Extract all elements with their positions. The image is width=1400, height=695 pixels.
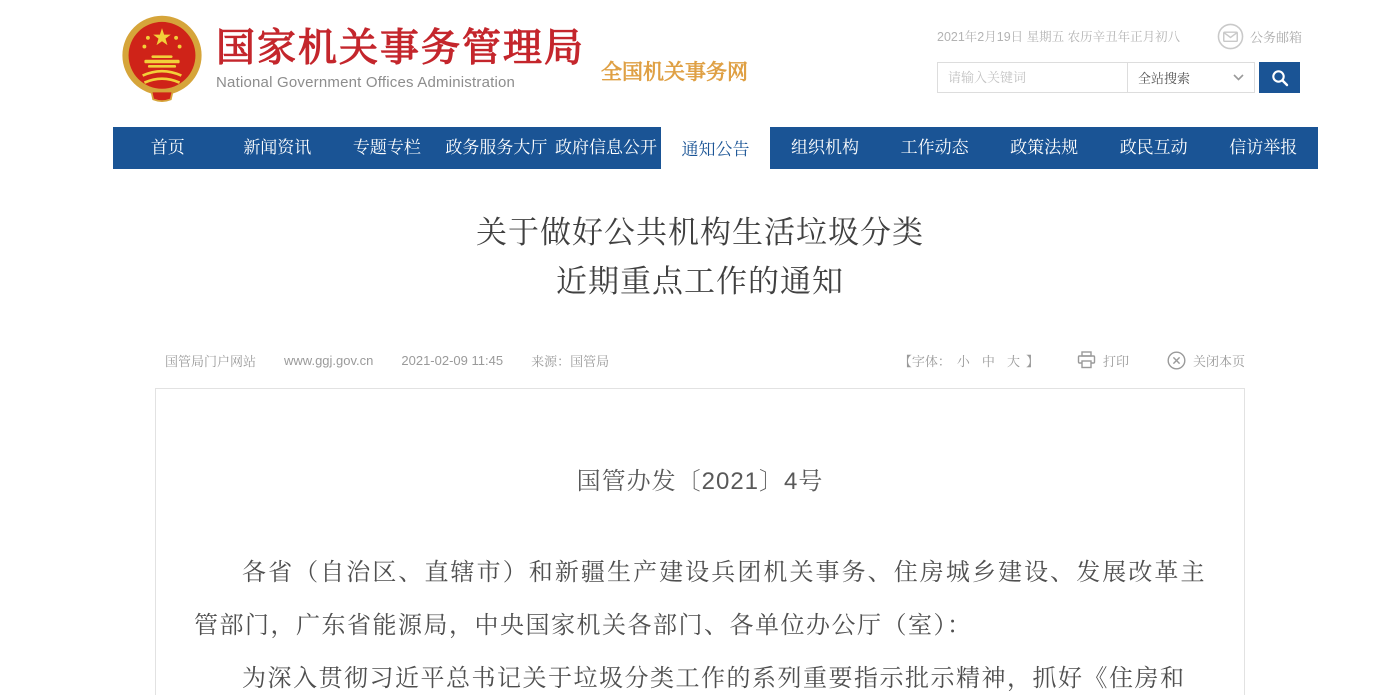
close-icon — [1167, 351, 1186, 370]
site-name: 国家机关事务管理局 — [216, 27, 586, 70]
document-body — [194, 546, 1206, 695]
font-large-button[interactable]: 大 — [1006, 353, 1020, 369]
document-paragraph: 为深入贯彻习近平总书记关于垃圾分类工作的系列重要指示批示精神，抓好《住房和 — [242, 665, 1186, 692]
search-bar — [937, 62, 1302, 93]
header-utilities — [937, 22, 1302, 93]
meta-publish-time: 2021-02-09 11:45 — [401, 352, 504, 368]
nav-item-organization[interactable]: 组织机构 — [791, 138, 860, 157]
search-input[interactable] — [937, 62, 1128, 93]
date-line: 2021年2月19日 星期五 农历辛丑年正月初八 — [937, 30, 1181, 44]
nav-item-public-interaction[interactable]: 政民互动 — [1119, 138, 1188, 157]
nav-item-gov-info-disclosure[interactable]: 政府信息公开 — [554, 138, 657, 157]
font-small-button[interactable]: 小 — [956, 353, 970, 369]
nav-item-work-dynamics[interactable]: 工作动态 — [900, 138, 969, 157]
article-meta-row — [155, 350, 1245, 370]
font-size-label-close: 】 — [1025, 353, 1039, 369]
nav-item-petition-report[interactable]: 信访举报 — [1229, 138, 1298, 157]
nav-item-notices[interactable]: 通知公告 — [661, 127, 771, 179]
print-button[interactable] — [1077, 351, 1129, 370]
article-main — [0, 170, 1400, 695]
nav-item-special-topics[interactable]: 专题专栏 — [352, 138, 421, 157]
nav-item-home[interactable]: 首页 — [150, 138, 185, 157]
article-meta-right — [899, 351, 1245, 370]
brand-text — [216, 14, 585, 91]
search-scope-label: 全站搜索 — [1138, 71, 1191, 86]
main-navigation — [113, 127, 1318, 169]
font-size-control — [899, 351, 1039, 370]
close-page-button[interactable] — [1167, 351, 1245, 370]
nav-item-policies-regulations[interactable]: 政策法规 — [1010, 138, 1079, 157]
nav-item-service-hall[interactable]: 政务服务大厅 — [445, 138, 548, 157]
close-page-label: 关闭本页 — [1192, 353, 1245, 369]
site-name-english: National Government Offices Administration — [216, 74, 516, 91]
site-brand — [118, 14, 748, 102]
print-label: 打印 — [1102, 353, 1129, 369]
document-number: 国管办发〔2021〕4号 — [576, 468, 824, 495]
search-button[interactable] — [1259, 62, 1300, 93]
official-mail-link[interactable] — [1217, 23, 1302, 50]
document-box — [155, 388, 1245, 695]
portal-name: 全国机关事务网 — [601, 61, 749, 84]
article-title-line1: 关于做好公共机构生活垃圾分类 — [476, 215, 924, 250]
meta-site-url[interactable]: www.ggj.gov.cn — [284, 352, 374, 368]
chevron-down-icon — [1233, 74, 1244, 81]
date-mail-row — [937, 22, 1302, 50]
search-icon — [1271, 69, 1289, 87]
search-scope-select[interactable] — [1127, 62, 1255, 93]
nav-item-news[interactable]: 新闻资讯 — [243, 138, 312, 157]
document-paragraph: 各省（自治区、直辖市）和新疆生产建设兵团机关事务、住房城乡建设、发展改革主管部门，广东省能源局，中央国家机关各部门、各单位办公厅（室）： — [194, 559, 1206, 639]
article-title-line2: 近期重点工作的通知 — [556, 264, 844, 299]
article-title — [0, 208, 1400, 306]
article-meta-left — [165, 351, 637, 370]
site-header — [0, 0, 1400, 128]
national-emblem-icon — [118, 14, 206, 102]
meta-source: 来源：国管局 — [531, 353, 610, 369]
print-icon — [1077, 351, 1096, 369]
mail-label: 公务邮箱 — [1249, 29, 1302, 45]
mail-icon — [1217, 23, 1244, 50]
meta-portal-label: 国管局门户网站 — [165, 353, 257, 369]
font-size-label-open: 【字体： — [898, 353, 951, 369]
font-medium-button[interactable]: 中 — [981, 353, 995, 369]
